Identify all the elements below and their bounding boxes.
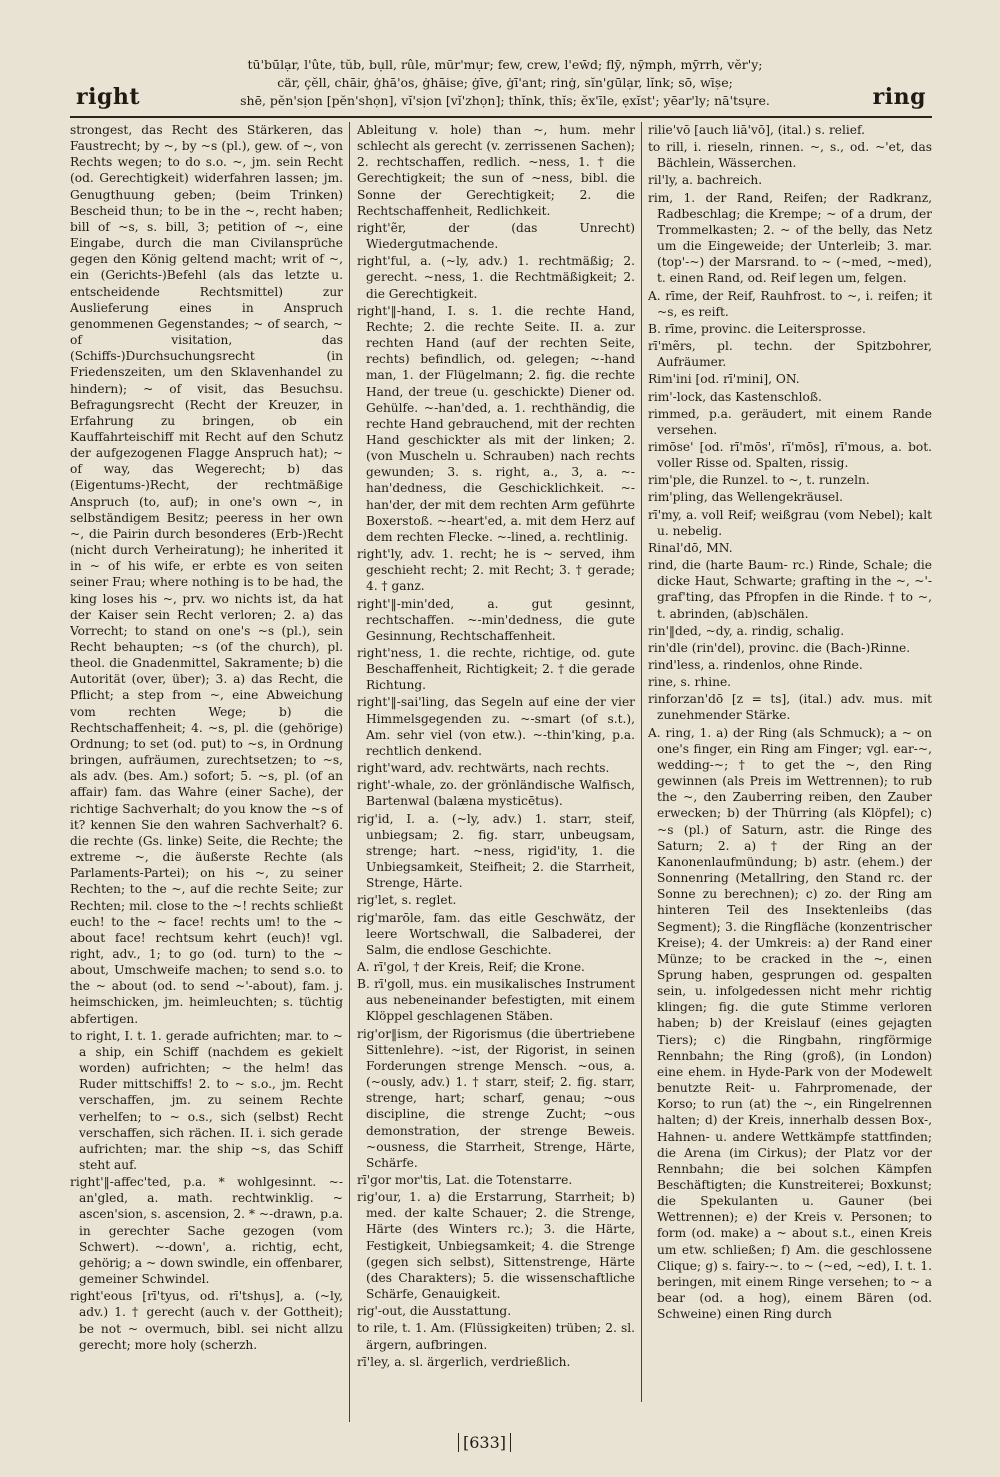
dictionary-entry: rind'less, a. rindenlos, ohne Rinde.: [648, 658, 863, 672]
dictionary-entry: right'-whale, zo. der grönländische Walfisch, Bartenwal (balæna mysticētus).: [357, 778, 635, 809]
guide-word-left: right: [76, 84, 140, 110]
dictionary-entry: Rinal'dō, MN.: [648, 540, 733, 555]
dictionary-entry: to rill, i. rieseln, rinnen. ~, s., od. ~'et, das Bächlein, Wässerchen.: [648, 140, 932, 171]
dictionary-entry: rimmed, p.a. geräudert, mit einem Rande versehen.: [648, 406, 932, 437]
dictionary-entry: right'‖-sai'ling, das Segeln auf eine der vier Himmelsgegenden zu. ~-smart (of s.t.), Am. sehr viel (von etw.). ~-thin'king, p.a. rechtlich denkend.: [357, 695, 635, 758]
dictionary-entry: rī'mẽrs, pl. techn. der Spitzbohrer, Aufräumer.: [648, 339, 932, 370]
dictionary-entry: ril'ly, a. bachreich.: [648, 173, 763, 188]
dictionary-entry: rig'id, I. a. (~ly, adv.) 1. starr, steif, unbiegsam; 2. fig. starr, unbeugsam, strenge; hart. ~ness, rigid'ity, 1. die Unbiegsamkeit, Steifheit; 2. die Starrheit, Strenge, Härte.: [357, 811, 635, 891]
pronunciation-line: shē, pĕn'sịon [pĕn'shọn], vĭ'sịon [vĭ'zhọn]; thĭnk, thĭs; ĕx'īle, ẹxĭst'; yēar'ly; nā'tsụre.: [240, 93, 770, 108]
dictionary-entry: right'eous [rī'tyus, od. rī'tshụs], a. (~ly, adv.) 1. † gerecht (auch v. der Gottheit); be not ~ overmuch, bibl. sei nicht allzu gerecht; more holy (scherzh.: [70, 1289, 343, 1352]
dictionary-entry: A. rīme, der Reif, Rauhfrost. to ~, i. reifen; it ~s, es reift.: [648, 288, 932, 319]
dictionary-entry: rin'‖ded, ~dy, a. rindig, schalig.: [648, 623, 845, 638]
dictionary-entry: rim'ple, die Runzel. to ~, t. runzeln.: [648, 473, 870, 488]
dictionary-entry: rig'our, 1. a) die Erstarrung, Starrheit; b) med. der kalte Schauer; 2. die Strenge, Härte (des Winters rc.); 3. die Härte, Festigkeit, Unbiegsamkeit; 4. die Strenge (gegen sich selbst), Sittenstrenge, Härte (des Charakters); 5. die wissenschaftliche Schärfe, Genauigkeit.: [357, 1190, 635, 1302]
page-number: [633]: [458, 1433, 511, 1452]
dictionary-entry: rin'dle (rin'del), provinc. die (Bach-)Rinne.: [648, 640, 911, 655]
dictionary-entry: rig'or‖ism, der Rigorismus (die übertriebene Sittenlehre). ~ist, der Rigorist, in seinen Forderungen strenge Mensch. ~ous, a. (~ously, adv.) 1. † starr, steif; 2. fig. starr, strenge, hart; scharf, genau; ~ous discipline, die strenge Zucht; ~ous demonstration, der strenge Beweis. ~ousness, die Starrheit, Strenge, Härte, Schärfe.: [357, 1026, 635, 1170]
dictionary-entry: rim, 1. der Rand, Reifen; der Radkranz, Radbeschlag; die Krempe; ~ of a drum, der Trommelkasten; 2. ~ of the belly, das Netz um die Eingeweide; der Unterleib; 3. mar. (top'-~) der Marsrand. to ~ (~med, ~med), t. einen Rand, od. Reif legen um, felgen.: [648, 190, 932, 286]
dictionary-entry: right'ẽr, der (das Unrecht) Wiedergutmachende.: [357, 220, 635, 252]
dictionary-entry: rimōse' [od. rī'mōs', rī'mōs], rī'mous, a. bot. voller Risse od. Spalten, rissig.: [648, 439, 932, 471]
dictionary-entry: A. ring, 1. a) der Ring (als Schmuck); a ~ on one's finger, ein Ring am Finger; vgl. ear-~, wedding-~; † to get the ~, den Ring gewinnen (als Preis im Wettrennen); to rub the ~, den Zauberring reiben, den Zauber erwecken; b) der Thürring (als Klöpfel); c) ~s (pl.) of Saturn, astr. die Ringe des Saturn; 2. a) † der Ring an der Kanonenlaufmündung; b) astr. (ehem.) der Sonnenring (Metallring, den Stand rc. der Sonne zu berechnen); c) zo. der Ring am hinteren Teil des Insektenleibs (das Segment); 3. die Ringfläche (konzentrischer Kreise); 4. der Umkreis: a) der Rand einer Münze; to be cracked in the ~, einen Sprung haben, gesprungen od. gespalten sein, u. infolgedessen nicht mehr richtig klingen; fig. die gute Stimme verloren haben; b) der Kreislauf (eines gejagten Tiers); c) die Ringbahn, ringförmige Rennbahn; the Ring (groß), (in London) eine ehem. in Hyde-Park von der Modewelt benutzte Reit- u. Fahrpromenade, der Korso; to run (at) the ~, ein Ringelrennen halten; d) der Kreis, innerhalb dessen Box-, Hahnen- u. andere Wettkämpfe stattfinden; die Arena (im Cirkus); der Platz vor der Rennbahn; die bei solchen Kämpfen Beschäftigten; die Kunstreiterei; Boxkunst; die Spekulanten u. Gauner (bei Wettrennen); e) der Kreis v. Personen; to form (od. make) a ~ about s.t., einen Kreis um etw. schließen; f) Am. die geschlossene Clique; g) s. fairy-~. to ~ (~ed, ~ed), I. t. 1. beringen, mit einem Ringe versehen; to ~ a bear (od. a hog), einem Bären (od. Schweine) einen Ring durch: [648, 725, 932, 1322]
dictionary-entry: right'ly, adv. 1. recht; he is ~ served, ihm geschieht recht; 2. mit Recht; 3. † gerade; 4. † ganz.: [357, 547, 635, 594]
dictionary-entry: Rim'ini [od. rī'mini], ON.: [648, 372, 800, 387]
dictionary-entry: rī'ley, a. sl. ärgerlich, verdrießlich.: [357, 1354, 571, 1369]
dictionary-entry: to right, I. t. 1. gerade aufrichten; mar. to ~ a ship, ein Schiff (nachdem es gekielt worden) aufrichten; ~ the helm! das Ruder mittschiffs! 2. to ~ s.o., jm. Recht verschaffen, jm. zu seinem Rechte verhelfen; to ~ o.s., sich (selbst) Recht verschaffen, sich rächen. II. i. sich gerade aufrichten; mar. the ship ~s, das Schiff steht auf.: [70, 1028, 343, 1172]
dictionary-entry: rī'gor mor'tis, Lat. die Totenstarre.: [357, 1173, 573, 1187]
dictionary-entry: rig'let, s. reglet.: [357, 893, 457, 908]
dictionary-entry: rine, s. rhine.: [648, 675, 732, 690]
dictionary-entry: rind, die (harte Baum- rc.) Rinde, Schale; die dicke Haut, Schwarte; grafting in the ~, ~'-graf'ting, das Pfropfen in die Rinde. † to ~, t. abrinden, (ab)schälen.: [648, 558, 932, 621]
column-divider: [641, 122, 642, 1402]
dictionary-entry: right'ness, 1. die rechte, richtige, od. gute Beschaffenheit, Richtigkeit; 2. † die gerade Richtung.: [357, 646, 635, 693]
dictionary-entry: rig'marōle, fam. das eitle Geschwätz, der leere Wortschwall, die Salbaderei, der Salm, die endlose Geschichte.: [357, 910, 635, 957]
dictionary-entry: rilie'vō [auch liā'vō], (ital.) s. relief.: [648, 123, 865, 137]
dictionary-entry: Ableitung v. hole) than ~, hum. mehr schlecht als gerecht (v. zerrissenen Sachen); 2. rechtschaffen, redlich. ~ness, 1. † die Gerechtigkeit; the sun of ~ness, bibl. die Sonne der Gerechtigkeit; 2. die Rechtschaffenheit, Redlichkeit.: [357, 123, 635, 218]
column-divider: [349, 122, 350, 1422]
dictionary-entry: strongest, das Recht des Stärkeren, das Faustrecht; by ~, by ~s (pl.), gew. of ~, von Rechts wegen; to do s.o. ~, jm. sein Recht (od. Gerechtigkeit) widerfahren lassen; jm. Genugthuung geben; (beim Trinken) Bescheid thun; to be in the ~, recht haben; bill of ~s, s. bill, 3; petition of ~, eine Eingabe, durch die man Civilansprüche gegen den König geltend macht; writ of ~, ein (Gerichts-)Befehl (als das letzte u. entscheidende Rechtsmittel) zur Auslieferung eines in Anspruch genommenen Gegenstandes; ~ of search, ~ of visitation, das (Schiffs-)Durchsuchungsrecht (in Friedenszeiten, um den Sklavenhandel zu hindern); ~ of visit, das Besuchsu. Befragungsrecht (Recht der Kreuzer, in Erfahrung zu bringen, ob ein Kauffahrteischiff mit Recht auf den Schutz der aufgezogenen Flagge Anspruch hat); ~ of way, das Wegerecht; b) das (Eigentums-)Recht, der rechtmäßige Anspruch (to, auf); in one's own ~, in selbständigem Besitz; peeress in her own ~, die Pairin durch besonderes (Erb-)Recht (nicht durch Verheiratung); he inherited it in ~ of his wife, er erbte es von seiten seiner Frau; where nothing is to be had, the king loses his ~, prv. wo nichts ist, da hat der Kaiser sein Recht verloren; 2. a) das Vorrecht; to stand on one's ~s (pl.), sein Recht behaupten; ~s (of the church), pl. theol. die Gnadenmittel, Sakramente; b) die Autorität (over, über); 3. a) das Recht, die Pflicht; a step from ~, eine Abweichung vom rechten Wege; b) die Rechtschaffenheit; 4. ~s, pl. die (gehörige) Ordnung; to set (od. put) to ~s, in Ordnung bringen, aufräumen, zurechtsetzen; to ~s, als adv. (bes. Am.) sofort; 5. ~s, pl. (of an affair) fam. das Wahre (einer Sache), der richtige Sachverhalt; do you know the ~s of it? kennen Sie den wahren Sachverhalt? 6. die rechte (Gs. linke) Seite, die Rechte; the extreme ~, die äußerste Rechte (als Parlaments-Partei); on his ~, zu seiner Rechten; to the ~, auf die rechte Seite; zur Rechten; mil. close to the ~! rechts schließt euch! to the ~ face! rechts um! to the ~ about face! rechtsum kehrt (euch)! vgl. right, adv., 1; to go (od. turn) to the ~ about, Umschweife machen; to send s.o. to the ~ about (od. to send ~'-about), fam. j. heimschicken, jm. heimleuchten; s. tüchtig abfertigen.: [70, 123, 343, 1026]
dictionary-entry: right'ward, adv. rechtwärts, nach rechts.: [357, 761, 610, 776]
header-rule: [70, 116, 932, 118]
column-3: [648, 122, 932, 1437]
column-1: [70, 122, 343, 1428]
dictionary-entry: right'‖-min'ded, a. gut gesinnt, rechtschaffen. ~-min'dedness, die gute Gesinnung, Rechtschaffenheit.: [357, 596, 635, 643]
dictionary-entry: rī'my, a. voll Reif; weißgrau (vom Nebel); kalt u. nebelig.: [648, 507, 932, 538]
dictionary-entry: rig'-out, die Ausstattung.: [357, 1304, 512, 1319]
dictionary-entry: right'‖-affec'ted, p.a. * wohlgesinnt. ~-an'gled, a. math. rechtwinklig. ~ ascen'sion, s. ascension, 2. * ~-drawn, p.a. in gerechter Sache gezogen (vom Schwert). ~-down', a. richtig, echt, gehörig; a ~ down swindle, ein offenbarer, gemeiner Schwindel.: [70, 1175, 343, 1287]
guide-word-right: ring: [872, 84, 926, 110]
dictionary-entry: B. rīme, provinc. die Leitersprosse.: [648, 321, 866, 336]
column-2: [357, 122, 635, 1412]
dictionary-entry: rim'pling, das Wellengekräusel.: [648, 490, 844, 505]
pronunciation-line: tū'bū̇lạr, l'ûte, tŭb, bụll, rûle, mūr'mụr; few, crew, l'ew̄d; flȳ, nȳmph, mȳrrh, vĕr'y;: [247, 57, 763, 72]
pronunciation-key: [210, 56, 800, 110]
dictionary-entry: rinforzan'dō [z = ts], (ital.) adv. mus. mit zunehmender Stärke.: [648, 692, 932, 723]
dictionary-entry: right'ful, a. (~ly, adv.) 1. rechtmäßig; 2. gerecht. ~ness, 1. die Rechtmäßigkeit; 2. die Gerechtigkeit.: [357, 254, 635, 301]
pronunciation-line: cär, çĕll, chāir, ġhā'os, ġhāise; ġīve, ġī'ant; rinġ, sĭn'gūlạr, lĭnk; sō, wīșe;: [277, 75, 733, 90]
dictionary-entry: rim'-lock, das Kastenschloß.: [648, 389, 822, 404]
dictionary-entry: right'‖-hand, I. s. 1. die rechte Hand, Rechte; 2. die rechte Seite. II. a. zur rechten Hand (auf der rechten Seite, rechts) befindlich, od. gelegen; ~-hand man, 1. der Flügelmann; 2. fig. die rechte Hand, der treue (u. geschickte) Diener od. Gehülfe. ~-han'ded, a. 1. rechthändig, die rechte Hand gebrauchend, mit der rechten Hand geschickter als mit der linken; 2. (von Muscheln u. Schrauben) nach rechts gewunden; 3. s. right, a., 3, a. ~-han'dedness, die Geschicklichkeit. ~-han'der, der mit dem rechten Arm geführte Boxerstoß. ~-heart'ed, a. mit dem Herz auf dem rechten Flecke. ~-lined, a. rechtlinig.: [357, 303, 635, 544]
dictionary-entry: A. rī'gol, † der Kreis, Reif; die Krone.: [357, 959, 585, 974]
dictionary-entry: B. rī'goll, mus. ein musikalisches Instrument aus nebeneinander befestigten, mit einem Klöppel geschlagenen Stäben.: [357, 977, 635, 1024]
dictionary-entry: to rile, t. 1. Am. (Flüssigkeiten) trüben; 2. sl. ärgern, aufbringen.: [357, 1321, 635, 1352]
